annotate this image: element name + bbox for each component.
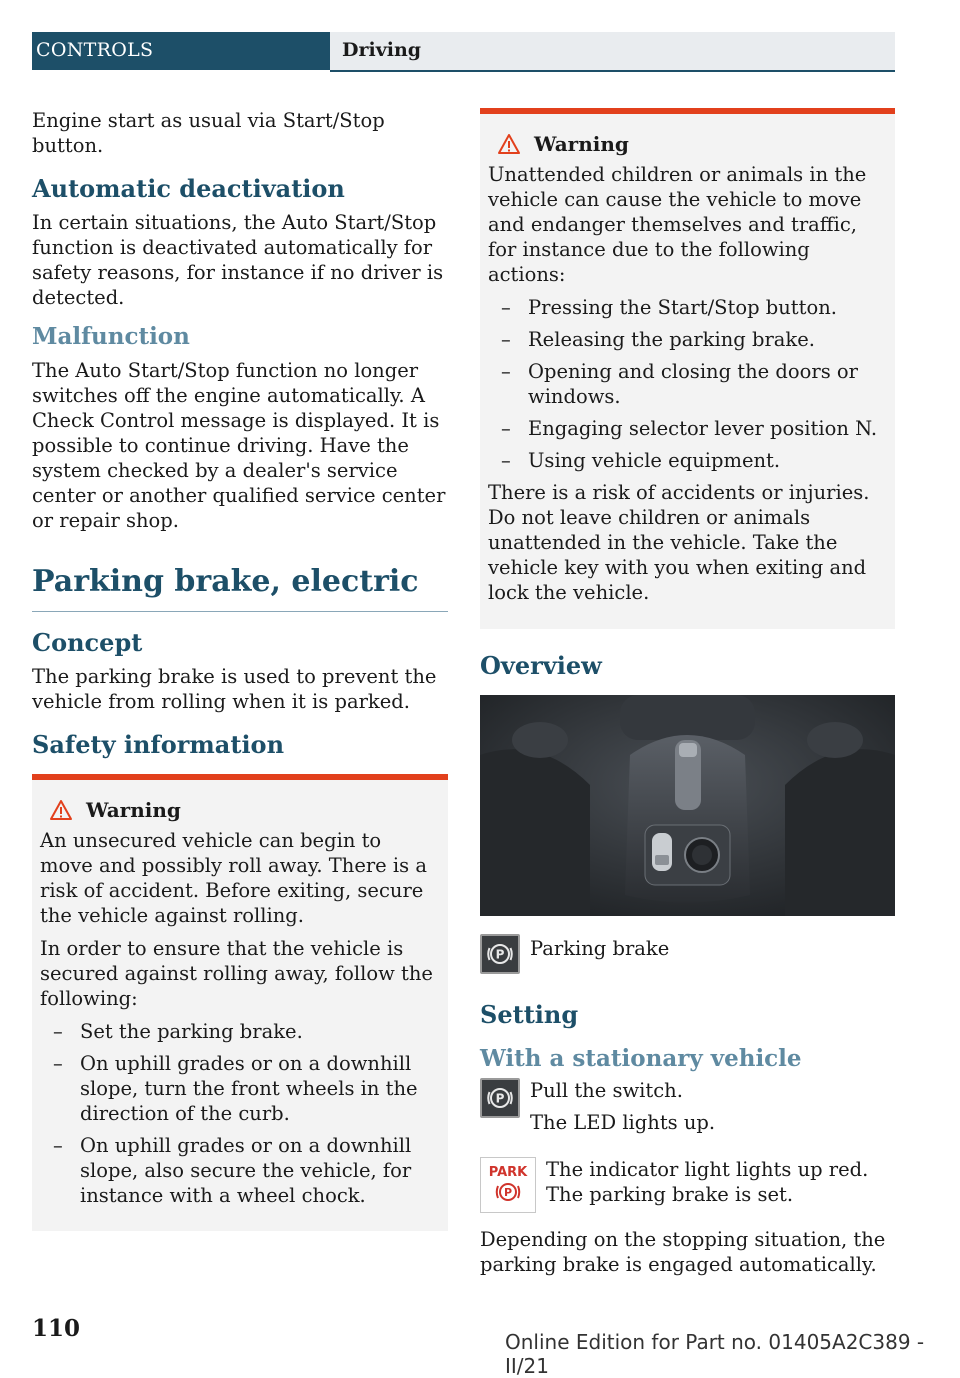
- parking-brake-switch-icon: [480, 1078, 520, 1118]
- parking-brake-switch-icon: [480, 934, 520, 974]
- parking-p-circle-icon: [493, 1180, 523, 1204]
- concept-heading: Concept: [32, 628, 143, 657]
- warning-list: [488, 295, 887, 473]
- warning-triangle-icon: [498, 134, 520, 154]
- warning-text-1: Unattended children or animals in the vehicle can cause the vehicle to move and endanger themselves and traffic, for instance due to the following actions:: [488, 163, 867, 286]
- warning-header: [40, 798, 440, 822]
- list-item: – On uphill grades or on a downhill slope, turn the front wheels in the direction of the curb.: [40, 1051, 440, 1126]
- warning-title: Warning: [534, 132, 629, 156]
- console-illustration: [480, 695, 895, 916]
- warning-box-rolling: [32, 774, 448, 1231]
- section-label: CONTROLS: [32, 32, 330, 70]
- svg-text:P: P: [495, 947, 505, 962]
- overview-heading: Overview: [480, 651, 602, 680]
- step-pull-switch: [480, 1078, 895, 1135]
- header-rule: [330, 70, 895, 72]
- safety-heading: Safety information: [32, 730, 285, 759]
- page-number: 110: [32, 1315, 81, 1342]
- parking-brake-heading: Parking brake, electric: [32, 563, 448, 612]
- list-item: – On uphill grades or on a downhill slope, also secure the vehicle, for instance with a wheel chock.: [40, 1133, 440, 1208]
- intro-text: Engine start as usual via Start/Stop button.: [32, 109, 385, 157]
- warning-header: [488, 132, 887, 156]
- indicator-text: The indicator light lights up red. The parking brake is set.: [546, 1158, 869, 1206]
- pull-switch-text: Pull the switch.: [530, 1079, 683, 1102]
- list-item: – Pressing the Start/Stop button.: [488, 295, 887, 320]
- warning-list: [40, 1019, 440, 1208]
- stationary-heading: With a stationary vehicle: [480, 1045, 802, 1072]
- park-indicator-icon: [480, 1157, 536, 1213]
- page-header: [32, 32, 895, 70]
- auto-deactivation-text: In certain situations, the Auto Start/Stop function is deactivated automatically for safety reasons, for instance if no driver is detected.: [32, 211, 444, 309]
- warning-text-1: An unsecured vehicle can begin to move and possibly roll away. There is a risk of accident. Before exiting, secure the vehicle against rolling.: [40, 829, 427, 927]
- legend-parking-brake: [480, 934, 895, 974]
- center-console-photo: [480, 695, 895, 916]
- list-item: – Using vehicle equipment.: [488, 448, 887, 473]
- concept-text: The parking brake is used to prevent the vehicle from rolling when it is parked.: [32, 665, 437, 713]
- edition-footer: Online Edition for Part no. 01405A2C389 - II/21: [505, 1330, 925, 1378]
- list-item: – Set the parking brake.: [40, 1019, 440, 1044]
- parking-brake-label: Parking brake: [530, 937, 670, 960]
- malfunction-text: The Auto Start/Stop function no longer switches off the engine automatically. A Check Control message is displayed. It is possible to continue driving. Have the system checked by a dealer's service center or another qualified service center or repair shop.: [32, 359, 446, 532]
- led-text: The LED lights up.: [530, 1111, 716, 1134]
- svg-text:P: P: [495, 1091, 505, 1106]
- chapter-label: Driving: [330, 32, 895, 70]
- warning-text-2: In order to ensure that the vehicle is secured against rolling away, follow the following:: [40, 937, 433, 1010]
- list-item: – Engaging selector lever position N.: [488, 416, 887, 441]
- list-item: – Releasing the parking brake.: [488, 327, 887, 352]
- warning-title: Warning: [86, 798, 181, 822]
- setting-heading: Setting: [480, 1000, 579, 1029]
- malfunction-heading: Malfunction: [32, 323, 190, 350]
- depending-text: Depending on the stopping situation, the parking brake is engaged automatically.: [480, 1228, 886, 1276]
- auto-deactivation-heading: Automatic deactivation: [32, 174, 345, 203]
- park-word: PARK: [488, 1165, 528, 1180]
- list-item: – Opening and closing the doors or windows.: [488, 359, 887, 409]
- right-column: [480, 108, 895, 1289]
- warning-text-2: There is a risk of accidents or injuries. Do not leave children or animals unattended in the vehicle. Take the vehicle key with you when exiting and lock the vehicle.: [488, 481, 870, 604]
- left-column: [32, 108, 448, 1231]
- svg-text:P: P: [503, 1186, 513, 1199]
- warning-box-children: [480, 108, 895, 629]
- warning-triangle-icon: [50, 800, 72, 820]
- indicator-light-row: [480, 1157, 895, 1213]
